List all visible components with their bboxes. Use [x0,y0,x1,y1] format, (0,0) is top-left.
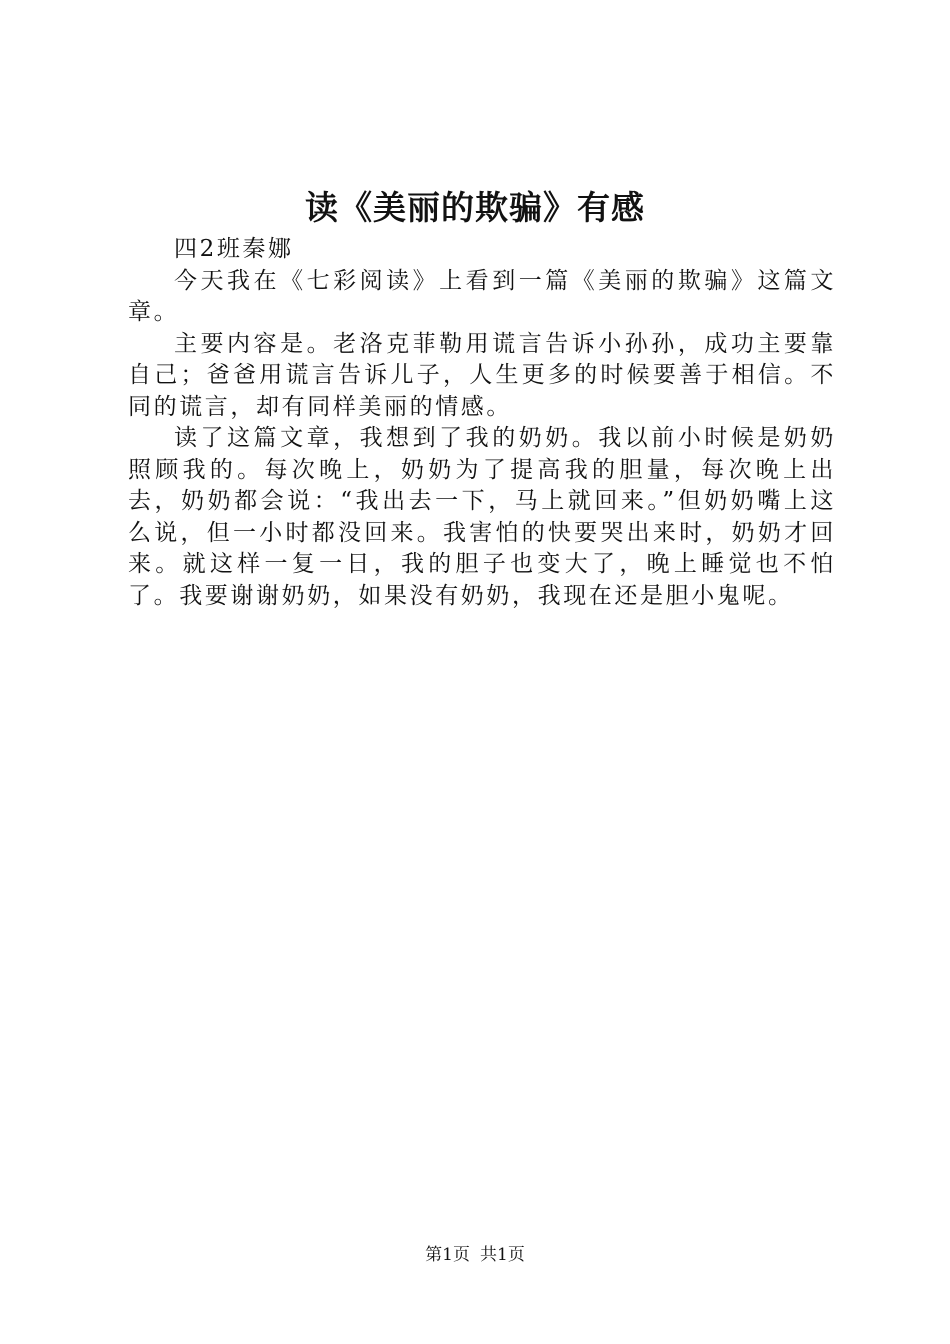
author-line: 四2班秦娜 [174,236,294,262]
page-footer [0,1243,950,1267]
page-number: 第1页 [425,1245,470,1265]
page-total: 共1页 [480,1245,525,1265]
paragraph: 主要内容是。老洛克菲勒用谎言告诉小孙孙，成功主要靠自己；爸爸用谎言告诉儿子，人生更多的时候要善于相信。不同的谎言，却有同样美丽的情感。 [128,330,836,420]
document-title: 读《美丽的欺骗》有感 [305,188,645,227]
paragraph: 读了这篇文章，我想到了我的奶奶。我以前小时候是奶奶照顾我的。每次晚上，奶奶为了提高我的胆量，每次晚上出去，奶奶都会说：“我出去一下，马上就回来。”但奶奶嘴上这么说，但一小时都没回来。我害怕的快要哭出来时，奶奶才回来。就这样一复一日，我的胆子也变大了，晚上睡觉也不怕了。我要谢谢奶奶，如果没有奶奶，我现在还是胆小鬼呢。 [128,425,836,609]
paragraph: 今天我在《七彩阅读》上看到一篇《美丽的欺骗》这篇文章。 [128,267,836,325]
document-body [128,234,836,612]
